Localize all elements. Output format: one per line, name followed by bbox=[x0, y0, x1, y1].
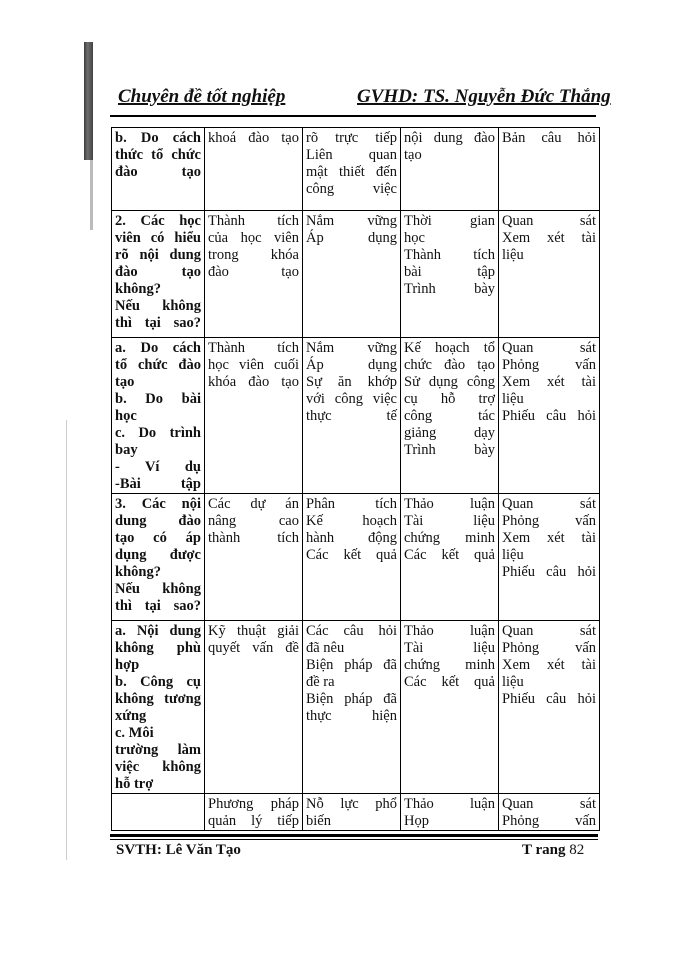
cell-line: Trình bày bbox=[404, 442, 495, 458]
cell-line: Xem xét tài bbox=[502, 374, 596, 390]
cell-line: việc không bbox=[115, 759, 201, 775]
cell-line: liệu bbox=[502, 547, 524, 563]
table-row bbox=[112, 128, 600, 211]
cell-line: Kỹ thuật giải bbox=[208, 623, 299, 639]
cell-line: Quan sát bbox=[502, 623, 596, 639]
cell-line: mật thiết đến bbox=[306, 164, 397, 180]
cell-line: tạo bbox=[115, 374, 135, 390]
cell-line: biến bbox=[306, 813, 331, 829]
binding-edge-shadow bbox=[84, 42, 93, 160]
cell-line: khóa đào tạo bbox=[208, 374, 299, 390]
cell-line: Phỏng vấn bbox=[502, 813, 596, 829]
table-cell bbox=[303, 494, 401, 621]
cell-line: thì tại sao? bbox=[115, 598, 201, 614]
footer-rule-thin bbox=[110, 839, 598, 840]
cell-line: của học viên bbox=[208, 230, 299, 246]
cell-line: Thành tích bbox=[208, 213, 299, 229]
cell-line: thực tế bbox=[306, 408, 397, 424]
cell-line: rõ trực tiếp bbox=[306, 130, 397, 146]
cell-line: liệu bbox=[502, 247, 524, 263]
cell-line: 2. Các học bbox=[115, 213, 201, 229]
table-cell bbox=[303, 621, 401, 794]
cell-line: Các câu hỏi bbox=[306, 623, 397, 639]
table-row bbox=[112, 621, 600, 794]
cell-line: Biện pháp đã bbox=[306, 657, 397, 673]
cell-line: học bbox=[404, 230, 425, 246]
table-cell bbox=[112, 794, 205, 831]
table-cell bbox=[112, 494, 205, 621]
cell-line: Nỗ lực phổ bbox=[306, 796, 397, 812]
cell-line: tổ chức đào bbox=[115, 357, 201, 373]
cell-line: Áp dụng bbox=[306, 357, 397, 373]
cell-line: Biện pháp đã bbox=[306, 691, 397, 707]
cell-line: Phương pháp bbox=[208, 796, 299, 812]
cell-line: liệu bbox=[502, 391, 524, 407]
table-cell bbox=[205, 211, 303, 338]
cell-line: b. Do bài bbox=[115, 391, 201, 407]
cell-line: thì tại sao? bbox=[115, 315, 201, 331]
cell-line: Xem xét tài bbox=[502, 230, 596, 246]
scan-margin-line bbox=[66, 420, 67, 860]
cell-line: trường làm bbox=[115, 742, 201, 758]
cell-line: cụ hỗ trợ bbox=[404, 391, 495, 407]
table-cell bbox=[499, 494, 600, 621]
evaluation-table bbox=[111, 127, 600, 831]
header-title: Chuyên đề tốt nghiệp bbox=[118, 86, 286, 107]
cell-line: Xem xét tài bbox=[502, 657, 596, 673]
table-cell bbox=[205, 128, 303, 211]
cell-line: nội dung đào bbox=[404, 130, 495, 146]
cell-line: bay bbox=[115, 442, 138, 458]
cell-line: b. Do cách bbox=[115, 130, 201, 146]
cell-line: thực hiện bbox=[306, 708, 397, 724]
table-cell bbox=[303, 338, 401, 494]
cell-line: xứng bbox=[115, 708, 147, 724]
table-cell bbox=[401, 494, 499, 621]
cell-line: Tài liệu bbox=[404, 513, 495, 529]
table-cell bbox=[499, 621, 600, 794]
cell-line: Nếu không bbox=[115, 298, 201, 314]
cell-line: b. Công cụ bbox=[115, 674, 201, 690]
cell-line: Kế hoạch tổ bbox=[404, 340, 495, 356]
cell-line: bài tập bbox=[404, 264, 495, 280]
table-cell bbox=[112, 338, 205, 494]
cell-line: Bản câu hỏi bbox=[502, 130, 596, 146]
cell-line: chức đào tạo bbox=[404, 357, 495, 373]
cell-line: học bbox=[115, 408, 137, 424]
page-number bbox=[522, 842, 584, 859]
cell-line: tạo bbox=[404, 147, 422, 163]
page-label: T rang bbox=[522, 842, 566, 858]
cell-line: đào tạo bbox=[115, 164, 201, 180]
cell-line: Quan sát bbox=[502, 796, 596, 812]
table-cell bbox=[499, 128, 600, 211]
footer-rule bbox=[110, 834, 598, 837]
page-number-value: 82 bbox=[569, 842, 585, 858]
table-cell bbox=[112, 211, 205, 338]
cell-line: Quan sát bbox=[502, 340, 596, 356]
table-row bbox=[112, 338, 600, 494]
cell-line: không tương bbox=[115, 691, 201, 707]
cell-line: Phiếu câu hỏi bbox=[502, 408, 596, 424]
table-cell bbox=[303, 794, 401, 831]
table-cell bbox=[112, 621, 205, 794]
cell-line: công việc bbox=[306, 181, 397, 197]
cell-line: Tài liệu bbox=[404, 640, 495, 656]
cell-line: Thảo luận bbox=[404, 796, 495, 812]
cell-line: hợp bbox=[115, 657, 140, 673]
cell-line: Thành tích bbox=[208, 340, 299, 356]
cell-line: Nắm vững bbox=[306, 213, 397, 229]
cell-line: hỗ trợ bbox=[115, 776, 154, 792]
cell-line: quyết vấn đề bbox=[208, 640, 299, 656]
cell-line: Phiếu câu hỏi bbox=[502, 564, 596, 580]
cell-line: thức tổ chức bbox=[115, 147, 201, 163]
cell-line: Phỏng vấn bbox=[502, 640, 596, 656]
cell-line: 3. Các nội bbox=[115, 496, 201, 512]
cell-line: Các kết quả bbox=[404, 547, 495, 563]
table-cell bbox=[303, 211, 401, 338]
cell-line: a. Nội dung bbox=[115, 623, 201, 639]
cell-line: Liên quan bbox=[306, 147, 397, 163]
header-rule bbox=[110, 115, 596, 117]
table-row bbox=[112, 494, 600, 621]
cell-line: Sự ăn khớp bbox=[306, 374, 397, 390]
cell-line: Trình bày bbox=[404, 281, 495, 297]
cell-line: c. Môi bbox=[115, 725, 154, 741]
cell-line: không? bbox=[115, 281, 161, 297]
cell-line: c. Do trình bbox=[115, 425, 201, 441]
table-cell bbox=[205, 338, 303, 494]
table-row bbox=[112, 794, 600, 831]
cell-line: với công việc bbox=[306, 391, 397, 407]
cell-line: chứng minh bbox=[404, 657, 495, 673]
cell-line: thành tích bbox=[208, 530, 299, 546]
cell-line: Quan sát bbox=[502, 213, 596, 229]
cell-line: khoá đào tạo bbox=[208, 130, 299, 146]
cell-line: trong khóa bbox=[208, 247, 299, 263]
cell-line: không? bbox=[115, 564, 161, 580]
cell-line: Họp bbox=[404, 813, 429, 829]
cell-line: Nếu không bbox=[115, 581, 201, 597]
cell-line: dụng được bbox=[115, 547, 201, 563]
cell-line: Nắm vững bbox=[306, 340, 397, 356]
table-cell bbox=[112, 128, 205, 211]
cell-line: Áp dụng bbox=[306, 230, 397, 246]
cell-line: viên có hiểu bbox=[115, 230, 201, 246]
cell-line: đề ra bbox=[306, 674, 335, 690]
cell-line: Các dự án bbox=[208, 496, 299, 512]
cell-line: Thảo luận bbox=[404, 496, 495, 512]
cell-line: rõ nội dung bbox=[115, 247, 201, 263]
table-cell bbox=[499, 794, 600, 831]
table-cell bbox=[205, 621, 303, 794]
cell-line: Sử dụng công bbox=[404, 374, 495, 390]
table-cell bbox=[205, 494, 303, 621]
cell-line: Kế hoạch bbox=[306, 513, 397, 529]
table-row bbox=[112, 211, 600, 338]
cell-line: Thảo luận bbox=[404, 623, 495, 639]
cell-line: không phù bbox=[115, 640, 201, 656]
cell-line: - Ví dụ bbox=[115, 459, 201, 475]
cell-line: đào tạo bbox=[115, 264, 201, 280]
cell-line: giảng dạy bbox=[404, 425, 495, 441]
cell-line: nâng cao bbox=[208, 513, 299, 529]
cell-line: Phỏng vấn bbox=[502, 357, 596, 373]
cell-line: Phân tích bbox=[306, 496, 397, 512]
table-cell bbox=[303, 128, 401, 211]
table-cell bbox=[401, 128, 499, 211]
cell-line: Thời gian bbox=[404, 213, 495, 229]
cell-line: Thành tích bbox=[404, 247, 495, 263]
footer-student: SVTH: Lê Văn Tạo bbox=[116, 842, 241, 858]
table-cell bbox=[499, 211, 600, 338]
cell-line: Quan sát bbox=[502, 496, 596, 512]
cell-line: Xem xét tài bbox=[502, 530, 596, 546]
binding-edge-shadow-lower bbox=[90, 160, 93, 230]
table-cell bbox=[401, 338, 499, 494]
cell-line: đã nêu bbox=[306, 640, 345, 656]
cell-line: Phiếu câu hỏi bbox=[502, 691, 596, 707]
cell-line: công tác bbox=[404, 408, 495, 424]
cell-line: liệu bbox=[502, 674, 524, 690]
cell-line: tạo có áp bbox=[115, 530, 201, 546]
cell-line: chứng minh bbox=[404, 530, 495, 546]
cell-line: -Bài tập bbox=[115, 476, 201, 492]
cell-line: Các kết quả bbox=[404, 674, 495, 690]
table-cell bbox=[401, 621, 499, 794]
cell-line: dung đào bbox=[115, 513, 201, 529]
table-cell bbox=[401, 211, 499, 338]
cell-line: hành động bbox=[306, 530, 397, 546]
table-cell bbox=[205, 794, 303, 831]
cell-line: học viên cuối bbox=[208, 357, 299, 373]
cell-line: Phỏng vấn bbox=[502, 513, 596, 529]
cell-line: đào tạo bbox=[208, 264, 299, 280]
cell-line: a. Do cách bbox=[115, 340, 201, 356]
cell-line: Các kết quả bbox=[306, 547, 397, 563]
table-cell bbox=[499, 338, 600, 494]
cell-line: quản lý tiếp bbox=[208, 813, 299, 829]
table-cell bbox=[401, 794, 499, 831]
header-supervisor: GVHD: TS. Nguyễn Đức Thắng bbox=[357, 86, 611, 107]
